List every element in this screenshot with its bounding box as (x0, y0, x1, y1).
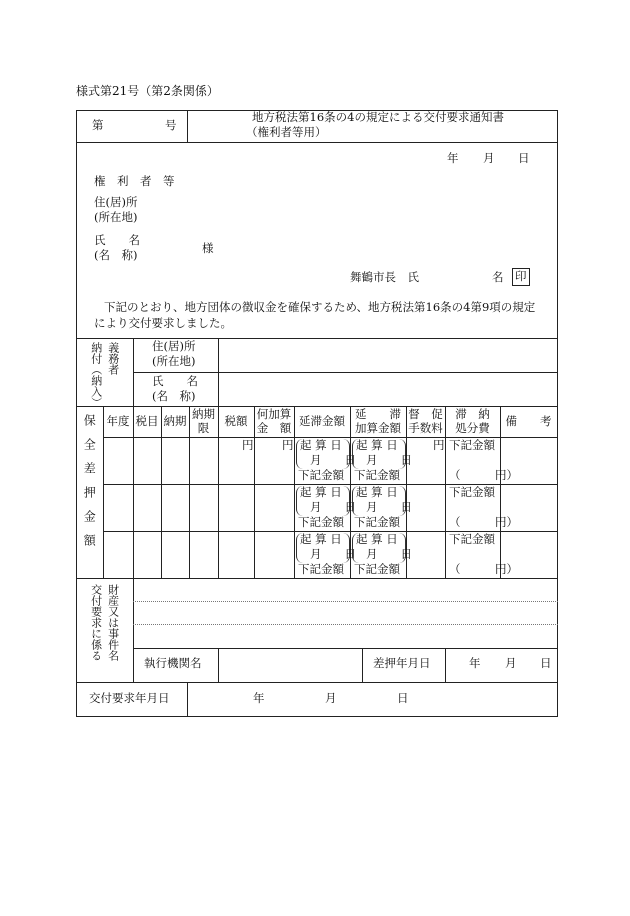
request-day: 日 (397, 691, 409, 705)
header-entai: 延滞金額 (299, 414, 345, 428)
kasan-kisan-2: 起 算 日 (356, 485, 398, 499)
rights-name-label: 氏 名 (94, 233, 140, 247)
header-tainou-1: 滞 納 (455, 407, 490, 421)
header-bikou: 備 考 (505, 414, 552, 428)
entai-tsukihi-2: 月 日 (310, 500, 356, 514)
entai-tsukihi-1: 月 日 (310, 453, 356, 467)
request-month: 月 (325, 691, 337, 705)
entai-kisan-1: 起 算 日 (300, 438, 342, 452)
obligor-label-left: 納付（納入） (89, 342, 103, 408)
property-bottom-line (76, 682, 558, 683)
entai-kaki-1: 下記金額 (298, 468, 344, 482)
yen-tokusoku: 円 (433, 438, 445, 452)
property-label-right: 財産又は事件名 (106, 584, 120, 661)
request-date-label: 交付要求年月日 (89, 691, 170, 705)
amount-side-label: 保全差押金額 (82, 414, 97, 558)
header-zeimoku: 税目 (135, 414, 159, 428)
number-dai: 第 (92, 118, 104, 132)
agency-divider-2 (362, 648, 363, 682)
mayor-label: 舞鶴市長 氏 (350, 270, 419, 284)
header-entai-kasan-2: 加算金額 (355, 421, 401, 435)
entai-kisan-3: 起 算 日 (300, 532, 342, 546)
form-title: 様式第21号（第2条関係） (76, 84, 219, 98)
col-line-11 (500, 406, 501, 578)
entai-tsukihi-3: 月 日 (310, 547, 356, 561)
date-year: 年 (447, 151, 459, 165)
amount-bottom-line (76, 578, 558, 579)
notice-bottom-line (76, 338, 558, 339)
date-day: 日 (518, 151, 530, 165)
col-line-5 (218, 406, 219, 578)
col-line-7 (294, 406, 295, 578)
header-kakasan-2: 金 額 (256, 421, 292, 435)
date-month: 月 (483, 151, 495, 165)
property-dotted-line-2 (133, 624, 558, 625)
request-year: 年 (253, 691, 265, 705)
body-line-2: により交付要求しました。 (94, 316, 232, 330)
kasan-tsukihi-3: 月 日 (366, 547, 412, 561)
entai-kisan-2: 起 算 日 (300, 485, 342, 499)
mayor-name-label: 名 (492, 270, 504, 284)
bottom-border (76, 716, 558, 717)
doc-title: 地方税法第16条の4の規定による交付要求通知書 (252, 110, 504, 124)
sama-label: 様 (202, 241, 214, 255)
rights-name-sub: (名 称) (94, 248, 138, 262)
obligor-address-sub: (所在地) (152, 354, 196, 368)
header-noukigen-1: 納期 (192, 407, 215, 421)
tainou-paren-2: （ 円） (449, 515, 518, 529)
obligor-label-right: 義務者 (106, 342, 120, 375)
yen-kakasan: 円 (282, 438, 294, 452)
col-line-2 (133, 406, 134, 578)
seal-mark: 印 (512, 268, 530, 286)
header-nendo: 年度 (106, 414, 130, 428)
property-agency-line (133, 648, 558, 649)
yen-zeigaku: 円 (242, 438, 254, 452)
header-entai-kasan-1: 延 滞 (355, 407, 401, 421)
header-nouki: 納期 (163, 414, 187, 428)
doc-subtitle: （権利者等用） (246, 125, 327, 139)
tainou-paren-1: （ 円） (449, 468, 518, 482)
entai-kaki-3: 下記金額 (298, 562, 344, 576)
header-divider (187, 110, 188, 142)
agency-divider-1 (218, 648, 219, 682)
entai-kaki-2: 下記金額 (298, 515, 344, 529)
kasan-kaki-3: 下記金額 (354, 562, 400, 576)
header-kakasan-1: 何加算 (256, 407, 292, 421)
tainou-kaki-3: 下記金額 (449, 532, 495, 546)
header-zeigaku: 税額 (224, 414, 248, 428)
col-line-3 (161, 406, 162, 578)
tainou-paren-3: （ 円） (449, 562, 518, 576)
header-noukigen-2: 限 (197, 421, 210, 435)
request-divider (187, 682, 188, 716)
outer-right-border (557, 110, 558, 716)
rights-address-sub: (所在地) (94, 210, 138, 224)
obligor-mid-line (133, 372, 558, 373)
rights-holder-label: 権 利 者 等 (94, 174, 175, 188)
agency-label: 執行機関名 (144, 656, 202, 670)
property-divider (133, 578, 134, 682)
kasan-kisan-3: 起 算 日 (356, 532, 398, 546)
tainou-kaki-1: 下記金額 (449, 438, 495, 452)
seizure-day: 日 (540, 656, 552, 670)
tainou-kaki-2: 下記金額 (449, 485, 495, 499)
header-tokusoku-1: 督 促 (408, 407, 443, 421)
header-tokusoku-2: 手数料 (408, 421, 443, 435)
seizure-month: 月 (505, 656, 517, 670)
obligor-name-sub: (名 称) (152, 389, 196, 403)
seizure-year: 年 (469, 656, 481, 670)
kasan-kaki-1: 下記金額 (354, 468, 400, 482)
seizure-date-label: 差押年月日 (373, 656, 431, 670)
obligor-name-label: 氏 名 (152, 374, 198, 388)
rights-address-label: 住(居)所 (94, 195, 138, 209)
obligor-address-label: 住(居)所 (152, 339, 196, 353)
kasan-tsukihi-1: 月 日 (366, 453, 412, 467)
col-line-1 (103, 406, 104, 578)
property-label-left: 交付要求に係る (89, 584, 103, 661)
header-bottom-line (76, 142, 558, 143)
outer-left-border (76, 110, 77, 716)
kasan-kisan-1: 起 算 日 (356, 438, 398, 452)
body-line-1: 下記のとおり、地方団体の徴収金を確保するため、地方税法第16条の4第9項の規定 (104, 300, 536, 314)
number-go: 号 (165, 118, 177, 132)
property-dotted-line-1 (133, 601, 558, 602)
kasan-tsukihi-2: 月 日 (366, 500, 412, 514)
agency-divider-3 (445, 648, 446, 682)
kasan-kaki-2: 下記金額 (354, 515, 400, 529)
header-tainou-2: 処分費 (455, 421, 490, 435)
